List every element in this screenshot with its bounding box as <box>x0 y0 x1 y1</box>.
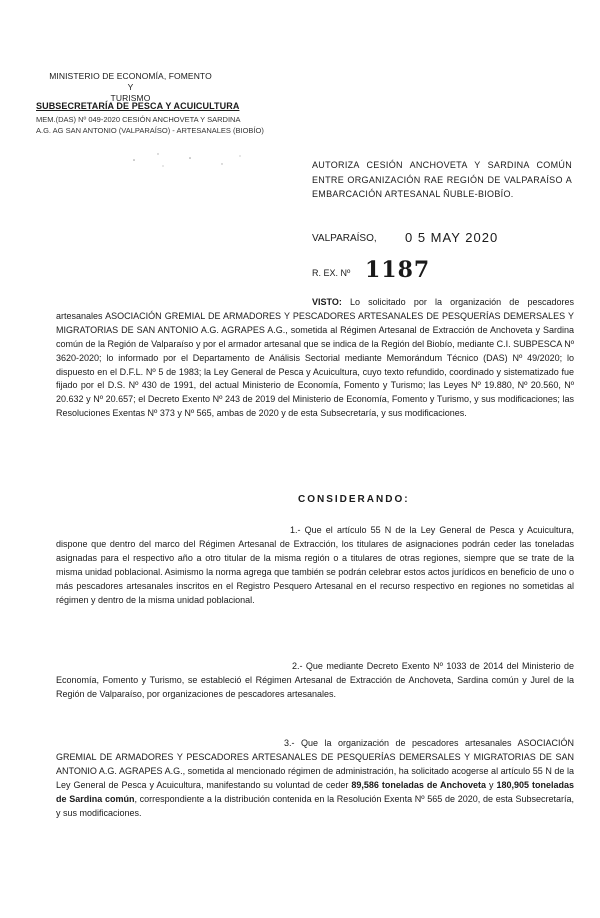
place: VALPARAÍSO, <box>312 233 377 244</box>
considerando-heading: CONSIDERANDO: <box>298 494 410 505</box>
c3-sardina-amount: 180,905 toneladas de Sardina común <box>56 779 574 804</box>
considerando-3 <box>56 737 574 820</box>
subsecretaria-title: SUBSECRETARÍA DE PESCA Y ACUICULTURA <box>36 101 240 111</box>
resolution-label: R. EX. Nº <box>312 268 351 278</box>
c3-text-a: 3.- Que la organización de pescadores artesanales ASOCIACIÓN GREMIAL DE ARMADORES Y PESCADORES ARTESANALES DE PESQUERÍAS DEMERSALES Y MIGRATORIAS DE SAN ANTONIO A.G. AGRAPES A.G., sometida al mencionado régimen de administración, ha solicitado acogerse al artículo 55 N de la Ley General de Pesca y Acuicultura, manifestando su voluntad de ceder <box>56 738 574 790</box>
ministry-line-2: TURISMO <box>110 93 151 103</box>
c3-anchoveta-amount: 89,586 toneladas de Anchoveta <box>351 779 487 790</box>
resolution-date: 0 5 MAY 2020 <box>405 230 499 245</box>
considerando-1: 1.- Que el artículo 55 N de la Ley General de Pesca y Acuicultura, dispone que dentro del marco del Régimen Artesanal de Extracción, los titulares de asignaciones podrán ceder las toneladas asignadas para el respectivo año a otro titular de la misma región o a titulares de otras regiones, siempre que se trate de la misma unidad poblacional. Asimismo la norma agrega que también se podrán celebrar estos actos jurídicos en beneficio de uno o más pescadores artesanales inscritos en el Registro Pesquero Artesanal en el recurso respectivo en regiones no sometidas al régimen y dentro de la misma unidad poblacional. <box>56 525 574 605</box>
memo-reference <box>36 114 271 136</box>
considerando-2: 2.- Que mediante Decreto Exento Nº 1033 de 2014 del Ministerio de Economía, Fomento y Turismo, se estableció el Régimen Artesanal de Extracción de Anchoveta, Sardina común y Jurel de la Región de Valparaíso, por organizaciones de pescadores artesanales. <box>56 661 574 699</box>
visto-label: VISTO: <box>312 297 342 307</box>
scan-noise-marks <box>130 148 250 174</box>
c3-text-b: y <box>486 779 497 790</box>
scan-artifacts <box>130 148 250 174</box>
visto-text: Lo solicitado por la organización de pescadores artesanales ASOCIACIÓN GREMIAL DE ARMADORES Y PESCADORES ARTESANALES DE PESQUERÍAS DEMERSALES Y MIGRATORIAS DE SAN ANTONIO A.G. AGRAPES A.G., sometida al Régimen Artesanal de Extracción de Anchoveta y Sardina común de la Región de Valparaíso y por el armador artesanal que se indica de la Región del Biobío, mediante C.I. SUBPESCA Nº 3620-2020; lo informado por el Departamento de Análisis Sectorial mediante Memorándum Técnico (DAS) Nº 49/2020; lo dispuesto en el D.F.L. Nº 5 de 1983; la Ley General de Pesca y Acuicultura, cuyo texto refundido, coordinado y sistematizado fue fijado por el D.S. Nº 430 de 1991, del actual Ministerio de Economía, Fomento y Turismo; las Leyes Nº 19.880, Nº 20.560, Nº 20.632 y Nº 20.657; el Decreto Exento Nº 243 de 2019 del Ministerio de Economía, Fomento y Turismo, y sus modificaciones; las Resoluciones Exentas Nº 373 y Nº 565, ambas de 2020 y de esta Subsecretaría, y sus modificaciones. <box>56 297 574 419</box>
ministry-line-1: MINISTERIO DE ECONOMÍA, FOMENTO Y <box>49 71 212 92</box>
memo-line-1: MEM.(DAS) Nº 049-2020 CESIÓN ANCHOVETA Y SARDINA <box>36 115 241 124</box>
c3-text-c: , correspondiente a la distribución contenida en la Resolución Exenta Nº 565 de 2020, de esta Subsecretaría, y sus modificaciones. <box>56 793 574 818</box>
visto-paragraph <box>56 296 574 421</box>
memo-line-2: A.G. AG SAN ANTONIO (VALPARAÍSO) - ARTESANALES (BIOBÍO) <box>36 126 264 135</box>
ministry-name <box>48 71 213 104</box>
resolution-subject: AUTORIZA CESIÓN ANCHOVETA Y SARDINA COMÚN ENTRE ORGANIZACIÓN RAE REGIÓN DE VALPARAÍSO A EMBARCACIÓN ARTESANAL ÑUBLE-BIOBÍO. <box>312 160 572 199</box>
resolution-number: 1187 <box>365 257 431 283</box>
